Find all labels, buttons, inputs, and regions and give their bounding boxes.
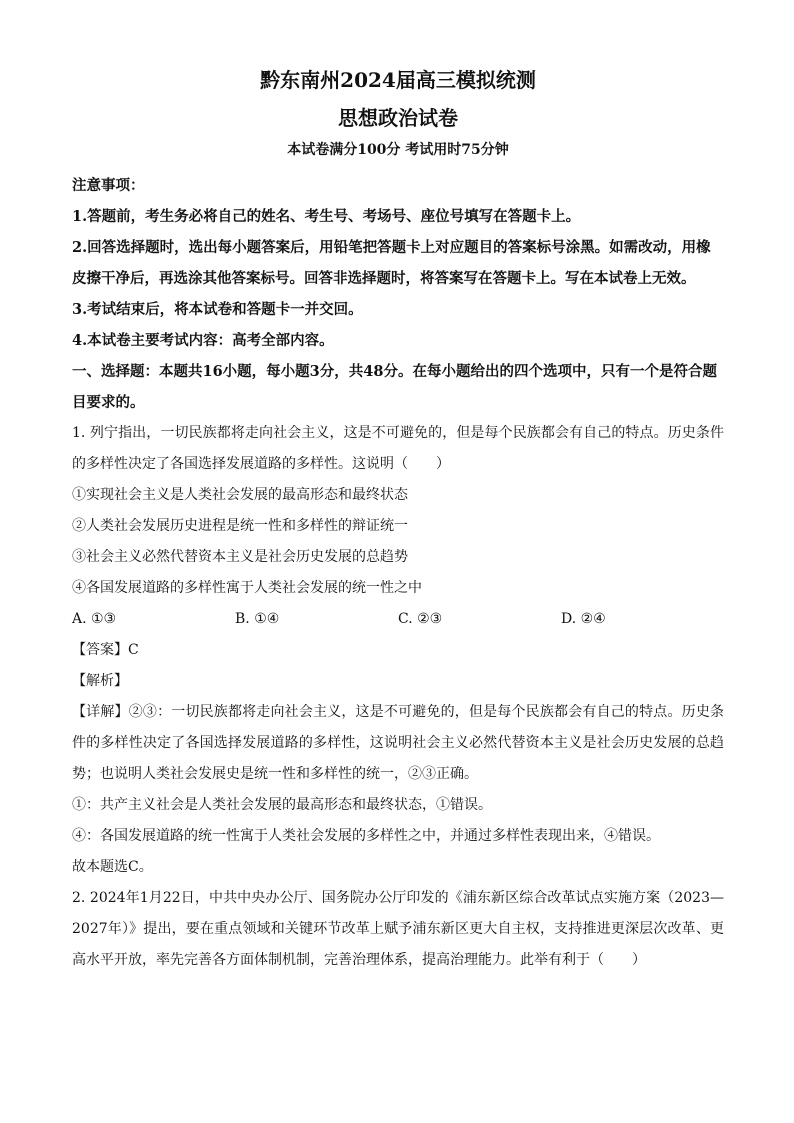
option-b: B. ①④ [235,611,280,627]
question-1-options [72,604,724,635]
notes-item: 1.答题前，考生务必将自己的姓名、考生号、考场号、座位号填写在答题卡上。 [72,208,581,225]
answer-label: 【答案】C [72,642,139,658]
question-1-statement: ④各国发展道路的多样性寓于人类社会发展的统一性之中 [72,580,422,596]
page-subtitle: 思想政治试卷 [338,106,458,130]
notes-item: 3.考试结束后，将本试卷和答题卡一并交回。 [72,301,363,318]
option-a: A. ①③ [72,611,117,627]
detail-text: 【详解】②③：一切民族都将走向社会主义，这是不可避免的，但是每个民族都会有自己的特点。历史条件的多样性决定了各国选择发展道路的多样性，这说明社会主义必然代替资本主义是社会历史发展的总趋势；也说明人类社会发展史是统一性和多样性的统一，②③正确。 [72,704,724,782]
section-heading: 一、选择题：本题共16小题，每小题3分，共48分。在每小题给出的四个选项中，只有一个是符合题目要求的。 [72,363,717,411]
notes-item: 2.回答选择题时，选出每小题答案后，用铅笔把答题卡上对应题目的答案标号涂黑。如需改动，用橡皮擦干净后，再选涂其他答案标号。回答非选择题时，将答案写在答题卡上。写在本试卷上无效。 [72,239,711,287]
question-2-stem: 2. 2024年1月22日，中共中央办公厅、国务院办公厅印发的《浦东新区综合改革试点实施方案（2023—2027年）》提出，要在重点领域和关键环节改革上赋予浦东新区更大自主权，支持推进更深层次改革、更高水平开放，率先完善各方面体制机制，完善治理体系，提高治理能力。此举有利于（ ） [72,890,724,968]
question-1-statement: ③社会主义必然代替资本主义是社会历史发展的总趋势 [72,549,408,565]
notes-heading: 注意事项： [72,177,145,194]
exam-meta: 本试卷满分100分 考试用时75分钟 [287,142,509,158]
option-c: C. ②③ [398,611,443,627]
option-d: D. ②④ [561,611,606,627]
exam-page [72,66,724,976]
question-1-stem: 1. 列宁指出，一切民族都将走向社会主义，这是不可避免的，但是每个民族都会有自己的特点。历史条件的多样性决定了各国选择发展道路的多样性。这说明（ ） [72,425,724,472]
question-1-statement: ①实现社会主义是人类社会发展的最高形态和最终状态 [72,487,408,503]
question-1-statement: ②人类社会发展历史进程是统一性和多样性的辩证统一 [72,518,408,534]
wrong-explanation: ①：共产主义社会是人类社会发展的最高形态和最终状态，①错误。 [72,797,492,813]
notes-item: 4.本试卷主要考试内容：高考全部内容。 [72,332,334,349]
conclusion: 故本题选C。 [72,859,153,875]
analysis-label: 【解析】 [72,673,128,689]
page-title: 黔东南州2024届高三模拟统测 [260,68,536,92]
wrong-explanation: ④：各国发展道路的统一性寓于人类社会发展的多样性之中，并通过多样性表现出来，④错误。 [72,828,660,844]
